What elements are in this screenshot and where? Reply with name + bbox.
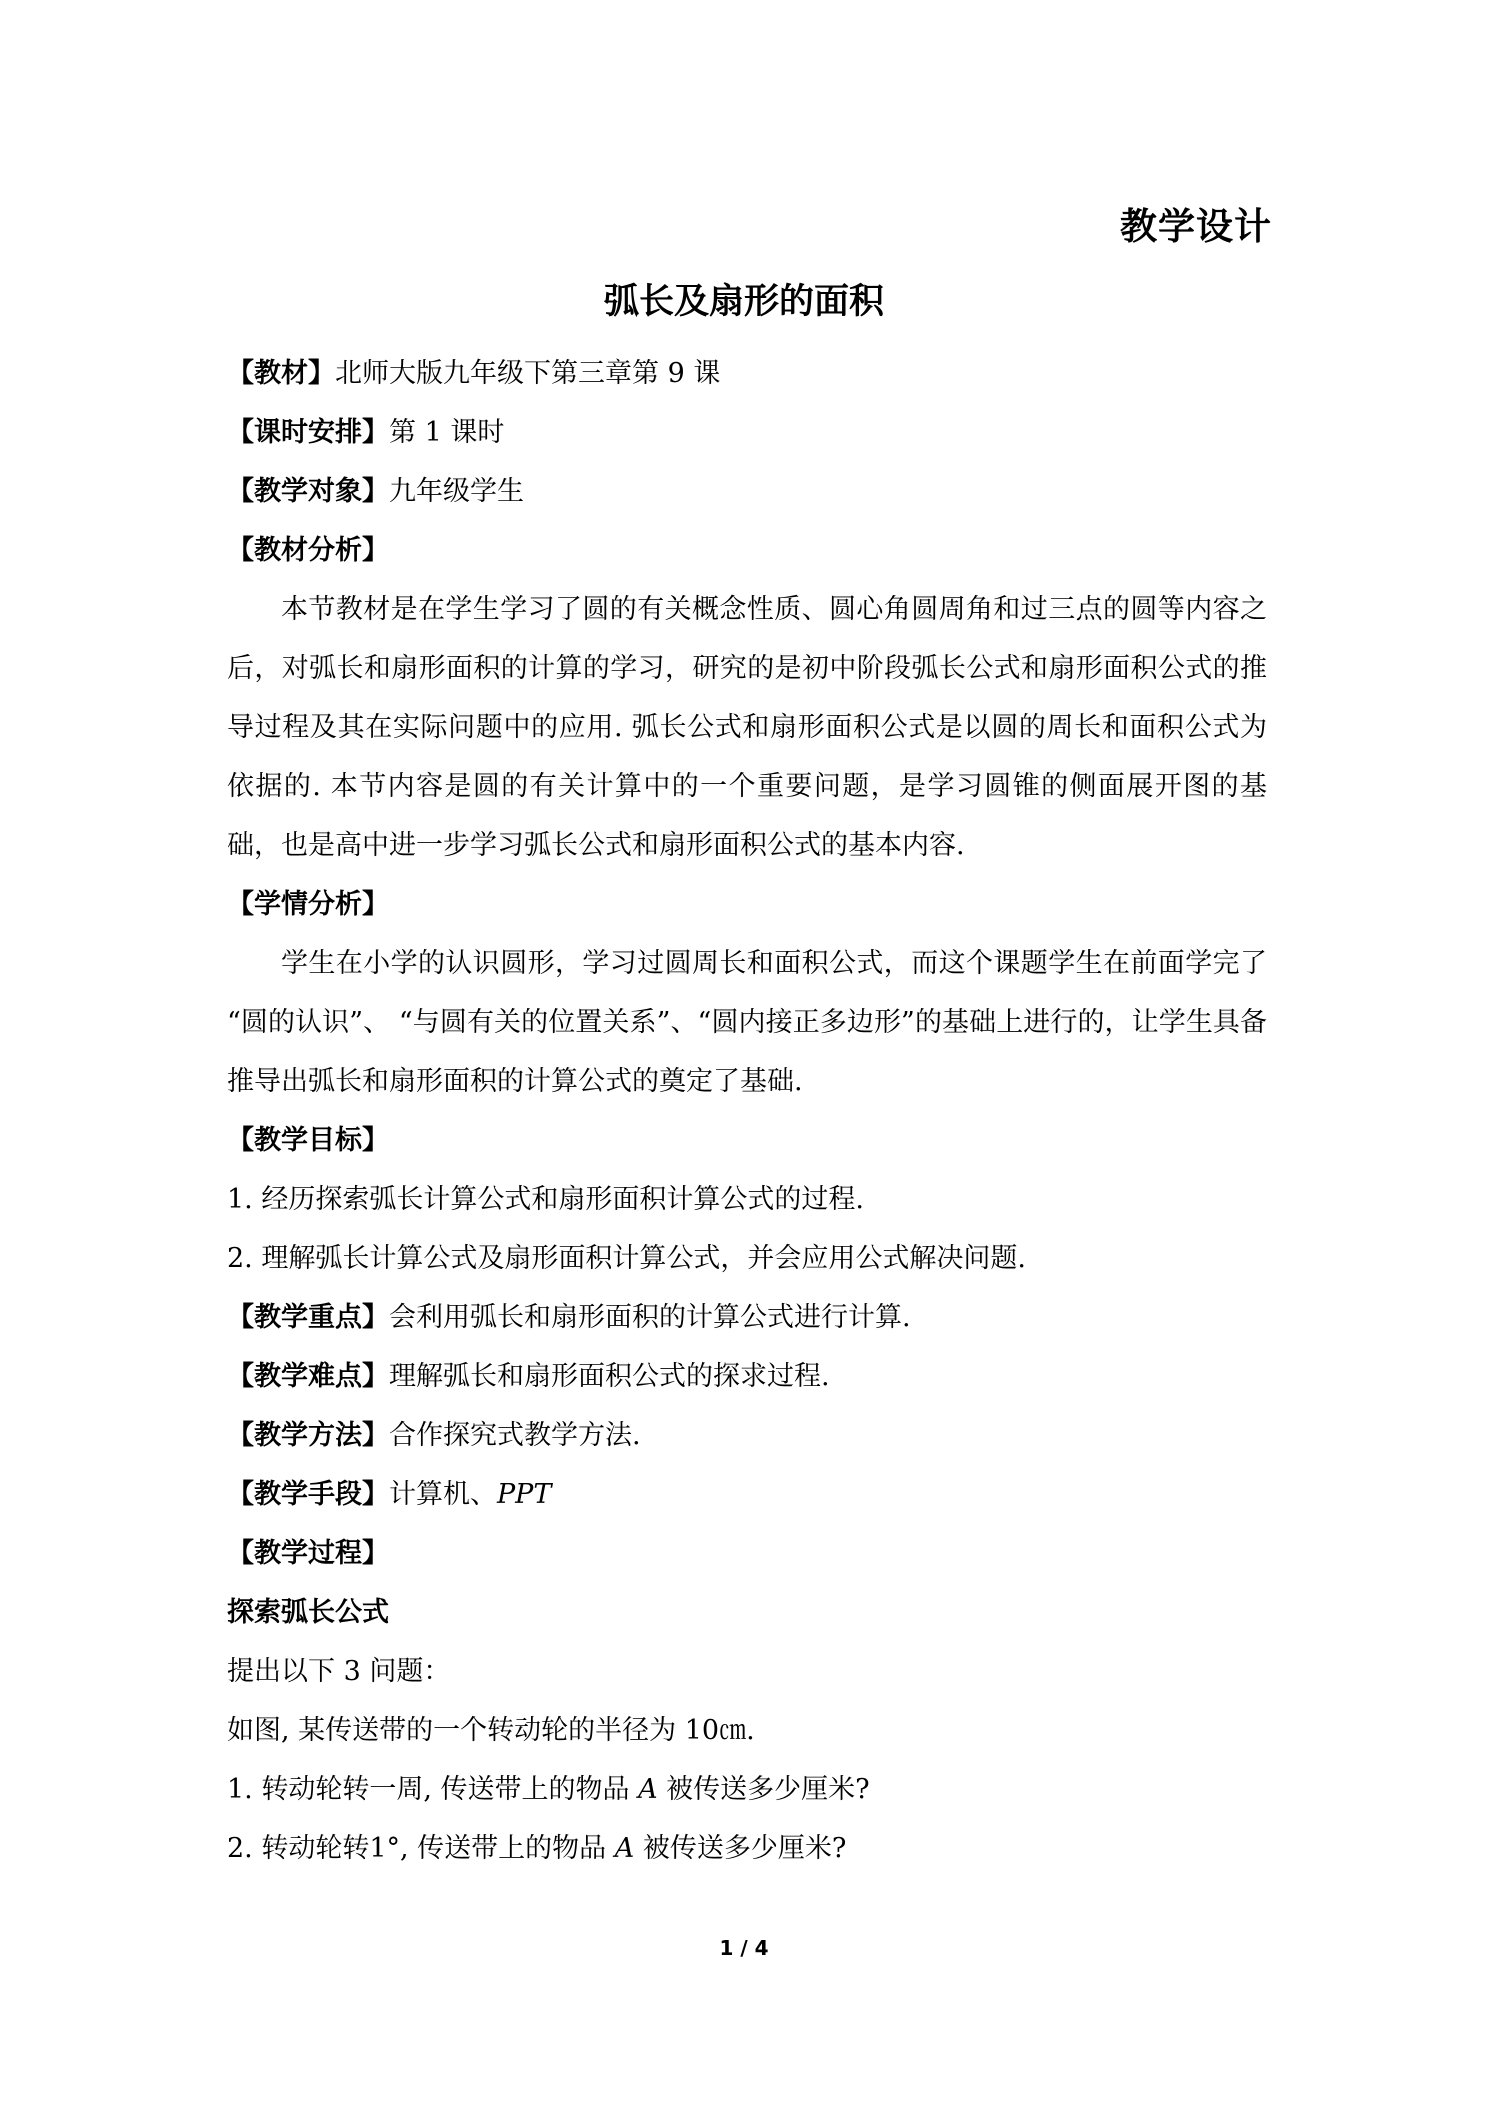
process-tag: 【教学过程】 (227, 1538, 389, 1569)
question-1-prefix: 1. 转动轮转一周, 传送带上的物品 (227, 1774, 639, 1805)
document-type-label: 教学设计 (1120, 205, 1272, 248)
difficulties-line (227, 1347, 1267, 1406)
means-line (227, 1465, 1267, 1524)
audience-line (227, 462, 1267, 521)
objectives-tag: 【教学目标】 (227, 1125, 389, 1156)
question-2-suffix: 被传送多少厘米? (634, 1833, 847, 1864)
page-number: 1 / 4 (719, 1936, 769, 1960)
material-analysis-tag: 【教材分析】 (227, 535, 389, 566)
means-value-ppt: PPT (497, 1479, 552, 1510)
objective-item: 1. 经历探索弧长计算公式和扇形面积计算公式的过程. (227, 1184, 864, 1215)
question-2-variable: A (614, 1833, 635, 1864)
objective-item: 2. 理解弧长计算公式及扇形面积计算公式，并会应用公式解决问题. (227, 1243, 1026, 1274)
question-2 (227, 1819, 1267, 1878)
material-analysis-paragraph: 本节教材是在学生学习了圆的有关概念性质、圆心角圆周角和过三点的圆等内容之后，对弧长和扇形面积的计算的学习，研究的是初中阶段弧长公式和扇形面积公式的推导过程及其在实际问题中的应用. 弧长公式和扇形面积公式是以圆的周长和面积公式为依据的. 本节内容是圆的有关计算中的一个重要问题，是学习圆锥的侧面展开图的基础，也是高中进一步学习弧长公式和扇形面积公式的基本内容. (227, 594, 1267, 861)
student-analysis-heading (227, 875, 1267, 934)
student-analysis-paragraph: 学生在小学的认识圆形，学习过圆周长和面积公式，而这个课题学生在前面学完了 “圆的认识”、 “与圆有关的位置关系”、“圆内接正多边形”的基础上进行的，让学生具备推导出弧长和扇形面积的计算公式的奠定了基础. (227, 948, 1267, 1097)
method-line (227, 1406, 1267, 1465)
material-analysis-heading (227, 521, 1267, 580)
audience-value: 九年级学生 (389, 476, 524, 507)
audience-tag: 【教学对象】 (227, 476, 389, 507)
schedule-tag: 【课时安排】 (227, 417, 389, 448)
document-body (227, 344, 1267, 1878)
question-1-suffix: 被传送多少厘米? (657, 1774, 870, 1805)
difficulties-value: 理解弧长和扇形面积公式的探求过程. (389, 1361, 830, 1392)
textbook-tag: 【教材】 (227, 358, 335, 389)
question-1 (227, 1760, 1267, 1819)
method-value: 合作探究式教学方法. (389, 1420, 641, 1451)
means-value: 计算机、 (389, 1479, 497, 1510)
difficulties-tag: 【教学难点】 (227, 1361, 389, 1392)
schedule-line (227, 403, 1267, 462)
process-intro: 提出以下 3 问题： (227, 1656, 451, 1687)
question-2-prefix: 2. 转动轮转1°, 传送带上的物品 (227, 1833, 615, 1864)
means-tag: 【教学手段】 (227, 1479, 389, 1510)
lesson-title: 弧长及扇形的面积 (603, 282, 884, 322)
objectives-heading (227, 1111, 1267, 1170)
method-tag: 【教学方法】 (227, 1420, 389, 1451)
schedule-value: 第 1 课时 (389, 417, 505, 448)
key-points-tag: 【教学重点】 (227, 1302, 389, 1333)
student-analysis-tag: 【学情分析】 (227, 889, 389, 920)
question-1-variable: A (638, 1774, 658, 1805)
key-points-value: 会利用弧长和扇形面积的计算公式进行计算. (389, 1302, 911, 1333)
process-setup: 如图, 某传送带的一个转动轮的半径为 10㎝. (227, 1715, 755, 1746)
textbook-value: 北师大版九年级下第三章第 9 课 (335, 358, 721, 389)
textbook-line (227, 344, 1267, 403)
section-title: 探索弧长公式 (227, 1597, 389, 1628)
key-points-line (227, 1288, 1267, 1347)
process-heading (227, 1524, 1267, 1583)
